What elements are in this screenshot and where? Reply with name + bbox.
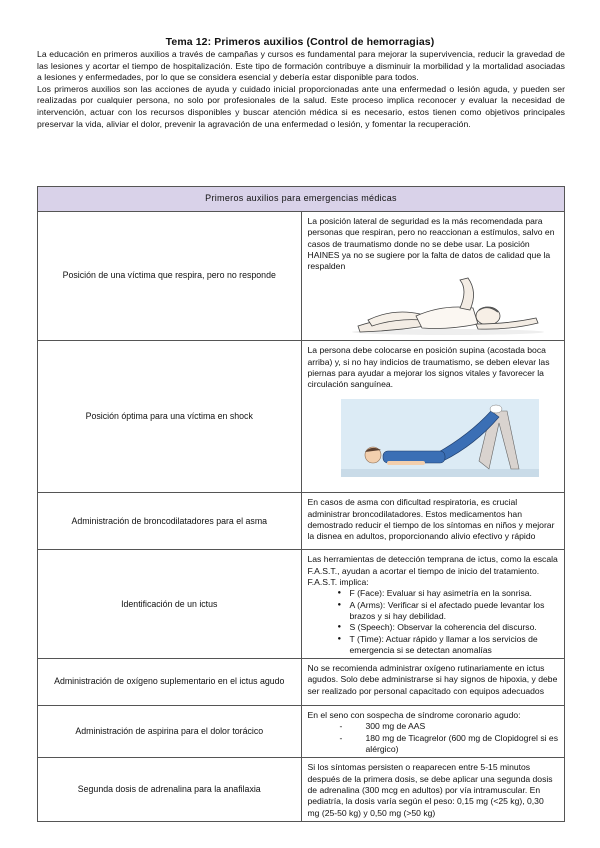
row-description <box>301 341 565 493</box>
intro-text <box>37 49 565 130</box>
document-title: Tema 12: Primeros auxilios (Control de hemorragias) <box>165 36 435 48</box>
fast-list <box>308 588 559 656</box>
row-description <box>301 706 565 758</box>
shock-position-illustration <box>341 399 539 477</box>
list-item: ● S (Speech): Observar la coherencia del discurso. <box>338 622 559 633</box>
table-row <box>38 550 565 659</box>
first-aid-table <box>37 186 565 822</box>
row-description <box>301 550 565 659</box>
table-row <box>38 758 565 821</box>
row-description: En casos de asma con dificultad respiratoria, es crucial administrar broncodilatadores. Estos medicamentos han demostrado reducir el tiempo de los síntomas en niños y mejorar la disnea en adultos, proporcionando alivio efectivo y rápido <box>301 493 565 550</box>
table-header: Primeros auxilios para emergencias médicas <box>38 187 565 212</box>
row-topic: Administración de aspirina para el dolor torácico <box>38 706 302 758</box>
row-topic: Identificación de un ictus <box>38 550 302 659</box>
recovery-position-illustration <box>348 274 548 336</box>
table-row <box>38 493 565 550</box>
table-row <box>38 341 565 493</box>
row-description: No se recomienda administrar oxígeno rutinariamente en ictus agudos. Solo debe administrarse si hay signos de hipoxia, y debe ser realizado por personal capacitado con equipos adecuados <box>301 659 565 706</box>
row-description: Si los síntomas persisten o reaparecen entre 5-15 minutos después de la primera dosis, se debe aplicar una segunda dosis de adrenalina (300 mcg en adultos) por vía intramuscular. En pediatría, la dosis varía según el peso: 0,15 mg (<25 kg), 0,30 mg (25-50 kg) y 0,50 mg (>50 kg) <box>301 758 565 821</box>
list-item: - 180 mg de Ticagrelor (600 mg de Clopidogrel si es alérgico) <box>340 733 559 756</box>
row-text: Las herramientas de detección temprana de ictus, como la escala F.A.S.T., ayudan a acortar el tiempo de inicio del tratamiento. F.A.S.T. implica: <box>307 554 558 588</box>
list-item: ● F (Face): Evaluar si hay asimetría en la sonrisa. <box>338 588 559 599</box>
intro-paragraph-1: La educación en primeros auxilios a través de campañas y cursos es fundamental para mejorar la supervivencia, reducir la gravedad de las lesiones y acortar el tiempo de hospitalización. Este tipo de formación contribuye a disminuir la morbilidad y la mortalidad asociadas a lesiones y enfermedades, por lo que se considera esencial y debería estar disponible para todos. <box>37 49 565 83</box>
row-topic: Posición óptima para una víctima en shock <box>38 341 302 493</box>
row-text: La persona debe colocarse en posición supina (acostada boca arriba) y, si no hay indicios de traumatismo, se deben elevar las piernas para ayudar a mejorar los signos vitales y favorecer la circulación sanguínea. <box>307 345 550 390</box>
row-description <box>301 212 565 341</box>
row-text: La posición lateral de seguridad es la más recomendada para personas que respiran, pero no reaccionan a estímulos, salvo en casos de traumatismo donde no se debe usar. La posición HAINES ya no se sugiere por la falta de datos de calidad que la respalden <box>307 216 555 272</box>
table-row <box>38 659 565 706</box>
row-topic: Administración de broncodilatadores para el asma <box>38 493 302 550</box>
row-topic: Posición de una víctima que respira, pero no responde <box>38 212 302 341</box>
list-item: ● A (Arms): Verificar si el afectado puede levantar los brazos y si hay debilidad. <box>338 600 559 623</box>
dose-list <box>308 721 559 755</box>
list-item: - 300 mg de AAS <box>340 721 559 732</box>
table-row <box>38 212 565 341</box>
intro-paragraph-2: Los primeros auxilios son las acciones de ayuda y cuidado inicial proporcionadas ante una enfermedad o lesión aguda, y pueden ser realizadas por cualquier persona, no solo por profesionales de la salud. Este proceso implica reconocer y evaluar la necesidad de intervención, actuar con los recursos disponibles y buscar atención médica si es necesario, estos tienen como objetivos principales preservar la vida, aliviar el dolor, prevenir la agravación de una enfermedad o lesión, y fomentar la recuperación. <box>37 83 565 129</box>
row-topic: Segunda dosis de adrenalina para la anafilaxia <box>38 758 302 821</box>
row-topic: Administración de oxígeno suplementario en el ictus agudo <box>38 659 302 706</box>
table-row <box>38 706 565 758</box>
list-item: ● T (Time): Actuar rápido y llamar a los servicios de emergencia si se detectan anomalías <box>338 634 559 657</box>
table-header-row <box>38 187 565 212</box>
row-text: En el seno con sospecha de síndrome coronario agudo: <box>307 710 521 721</box>
